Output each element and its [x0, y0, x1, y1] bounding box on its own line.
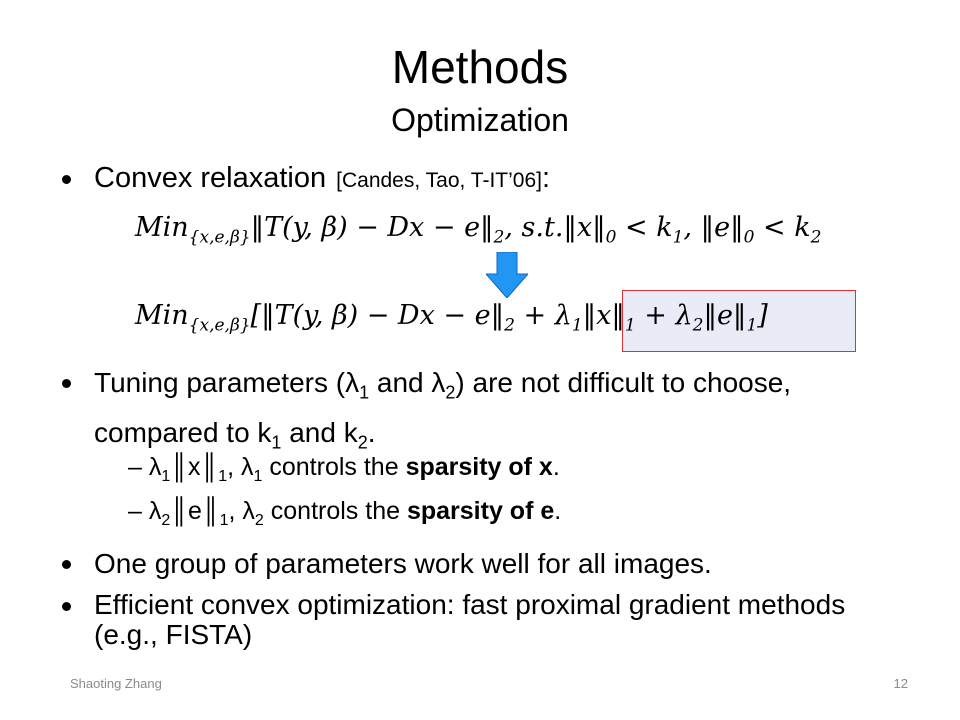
eq-lt: < k	[616, 212, 673, 243]
eq-l0-sub: 0	[743, 227, 755, 248]
text-span: ) are not difficult to choose, compared to k	[94, 367, 792, 448]
eq-bracket: ]	[757, 300, 768, 331]
eq-body: ‖T(y, β) − Dx − e‖	[250, 212, 494, 243]
eq-lt: < k	[754, 212, 811, 243]
subscript: 1	[271, 432, 282, 453]
bullet-dot	[62, 175, 71, 184]
subscript: 1	[218, 468, 228, 485]
subscript: 2	[357, 432, 368, 453]
bullet-dot	[62, 602, 71, 611]
eq-lambda: λ	[554, 300, 572, 331]
eq-body: [‖T(y, β) − Dx − e‖	[250, 300, 505, 331]
text-span: and k	[281, 416, 358, 448]
bullet-efficient-optimization: Efficient convex optimization: fast proximal gradient methods (e.g., FISTA)	[94, 589, 846, 650]
colon: :	[541, 162, 551, 194]
eq-l0-sub: 0	[605, 227, 617, 248]
subscript: 2	[161, 512, 171, 529]
eq-min: Min	[135, 300, 189, 331]
bullet-dot	[62, 379, 71, 388]
text-span: .	[554, 497, 562, 525]
bold-text: sparsity of x	[405, 453, 553, 481]
eq-st: , s.t.‖x‖	[504, 212, 606, 243]
eq-l1-sub: 1	[624, 315, 636, 336]
text-span: controls the	[262, 453, 406, 481]
eq-l1-sub: 1	[746, 315, 758, 336]
text-span: ║x║	[170, 453, 219, 481]
eq-plus: +	[514, 300, 555, 331]
text-span: – λ	[128, 453, 162, 481]
subscript: 2	[445, 382, 456, 403]
slide-title: Methods	[391, 41, 569, 93]
page-number: 12	[893, 676, 908, 691]
citation: [Candes, Tao, T-IT’06]	[336, 169, 542, 192]
eq-xnorm: ‖x‖	[582, 300, 625, 331]
text-span: ║e║	[170, 497, 220, 525]
bullet-dot	[62, 560, 71, 569]
bullet-convex-relaxation	[94, 158, 550, 201]
subscript: 1	[359, 382, 370, 403]
text-span: .	[552, 453, 560, 481]
bold-text: sparsity of e	[406, 497, 555, 525]
footer-author: Shaoting Zhang	[70, 676, 162, 691]
text-span: controls the	[263, 497, 407, 525]
eq-k2-sub: 2	[810, 227, 822, 248]
subitem-lambda1	[128, 450, 560, 494]
subscript: 1	[219, 512, 229, 529]
eq-min-sub: {x,e,β}	[188, 315, 251, 336]
eq-norm-sub: 2	[493, 227, 505, 248]
text-span: .	[367, 416, 376, 448]
eq-norm-sub: 2	[504, 315, 515, 336]
eq-enorm: ‖e‖	[703, 300, 747, 331]
bullet-tuning-parameters	[94, 363, 914, 462]
subscript: 2	[254, 512, 264, 529]
text-span: Tuning parameters (λ	[94, 367, 360, 398]
text-span: , λ	[228, 497, 255, 525]
eq-min-sub: {x,e,β}	[188, 227, 251, 248]
equation-relaxed	[135, 300, 768, 335]
eq-min: Min	[135, 212, 189, 243]
subscript: 1	[253, 468, 263, 485]
subscript: 1	[161, 468, 171, 485]
down-arrow-icon	[486, 252, 528, 298]
bullet-one-group: One group of parameters work well for all images.	[94, 548, 712, 579]
eq-lambda: + λ	[635, 300, 693, 331]
equation-original	[135, 212, 821, 247]
bullet-text: Convex relaxation	[94, 162, 327, 194]
text-span: and λ	[369, 367, 446, 398]
eq-k1-sub: 1	[672, 227, 684, 248]
text-span: , λ	[227, 453, 254, 481]
subitem-lambda2	[128, 494, 561, 538]
eq-enorm: , ‖e‖	[683, 212, 744, 243]
eq-lambda-sub: 2	[692, 315, 704, 336]
eq-lambda-sub: 1	[571, 315, 583, 336]
text-span: – λ	[128, 497, 162, 525]
slide-subtitle: Optimization	[391, 102, 569, 138]
